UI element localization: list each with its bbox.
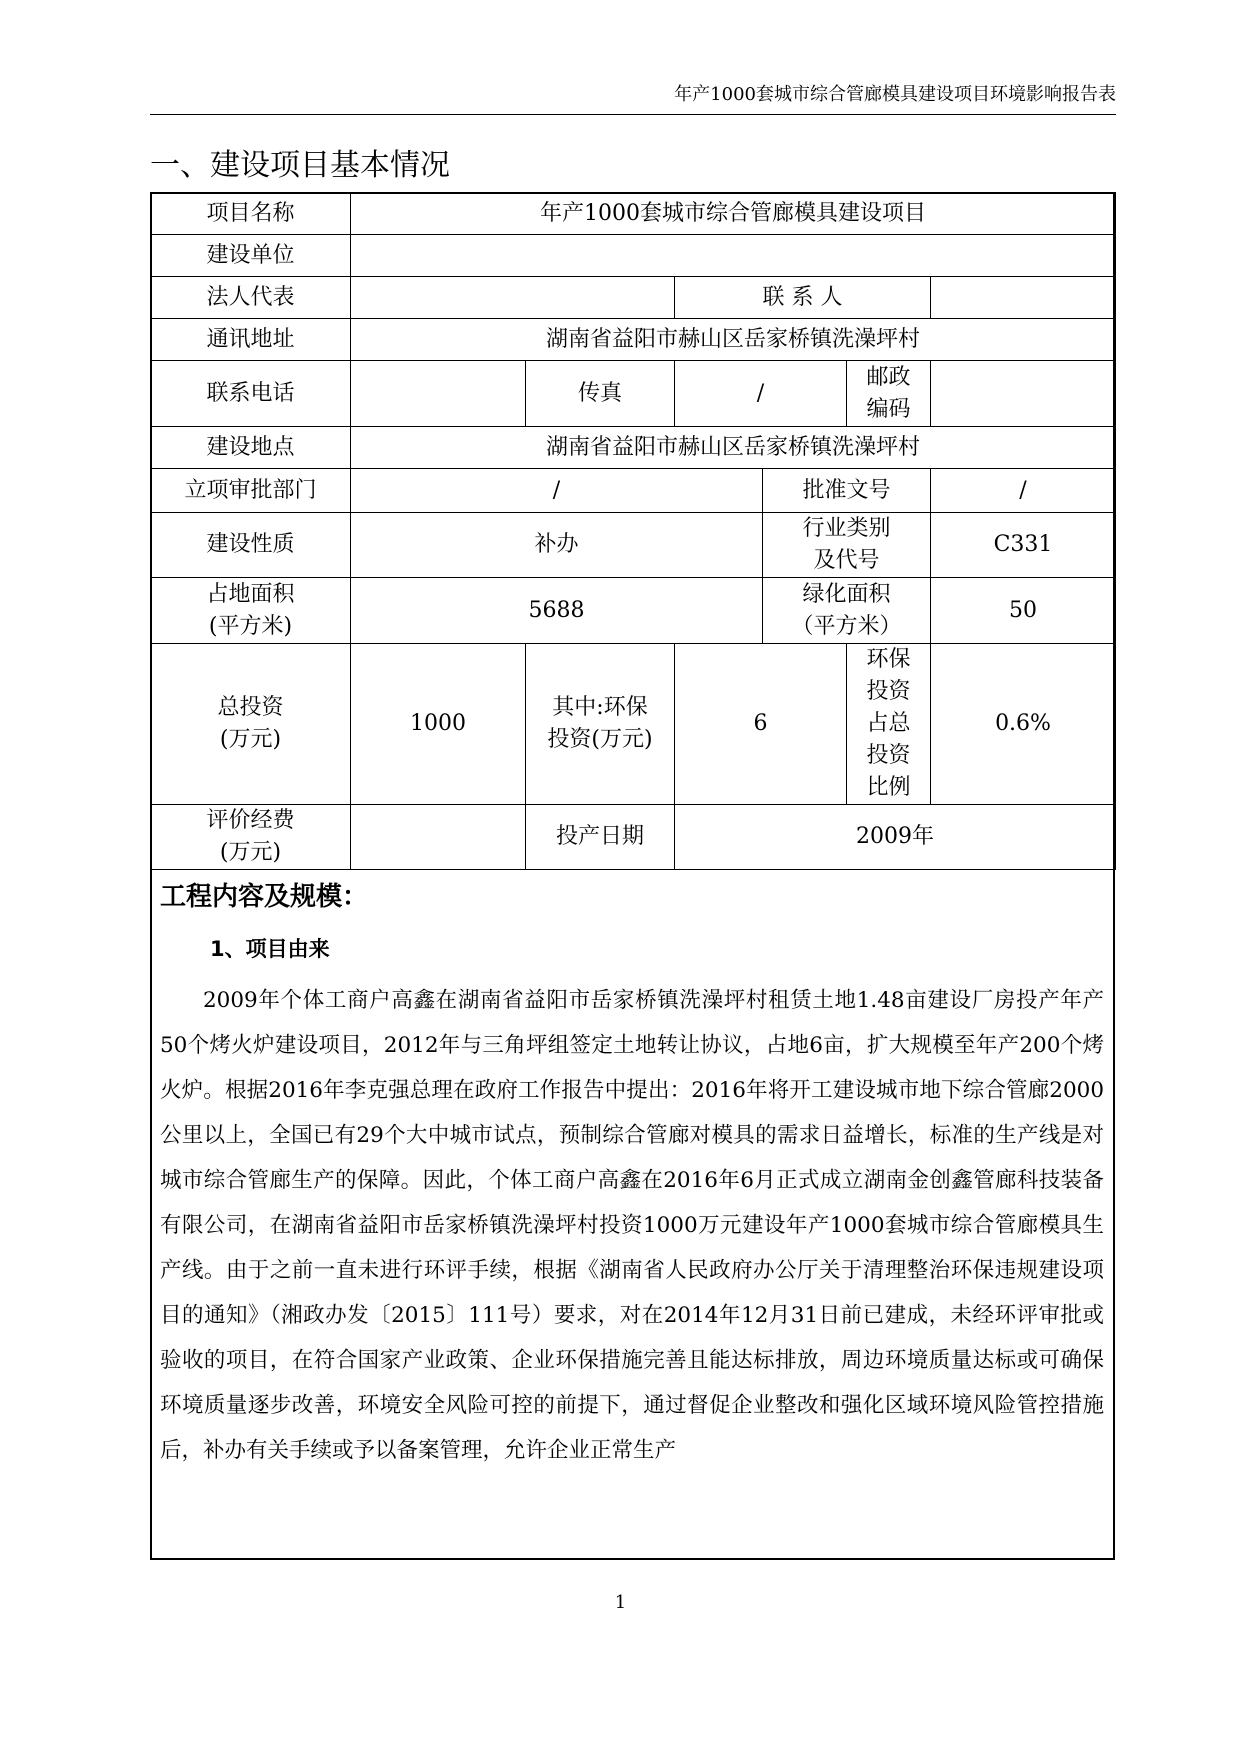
- production-date-label: 投产日期: [526, 805, 675, 870]
- area-label-line2: (平方米): [208, 613, 293, 639]
- industry-value: C331: [931, 513, 1116, 578]
- approval-dept-label: 立项审批部门: [151, 469, 351, 513]
- fee-label-line1: 评价经费: [206, 808, 295, 833]
- site-label: 建设地点: [151, 427, 351, 469]
- section-title: 一、建设项目基本情况: [150, 148, 450, 183]
- approval-dept-value: /: [351, 469, 763, 513]
- industry-label-line2: 及代号: [813, 548, 880, 573]
- project-name-label: 项目名称: [151, 193, 351, 235]
- legal-rep-label: 法人代表: [151, 277, 351, 319]
- area-label-line1: 占地面积: [206, 581, 295, 607]
- content-heading: 工程内容及规模：: [160, 882, 369, 912]
- investment-value: 1000: [351, 644, 526, 805]
- builder-label: 建设单位: [151, 235, 351, 277]
- ratio-label-line5: 比例: [866, 775, 911, 800]
- investment-label-line2: (万元): [219, 727, 282, 752]
- nature-value: 补办: [351, 513, 763, 578]
- green-label-line2: （平方米）: [791, 613, 902, 639]
- site-value: 湖南省益阳市赫山区岳家桥镇洗澡坪村: [351, 427, 1116, 469]
- nature-label: 建设性质: [151, 513, 351, 578]
- fax-value: /: [675, 361, 847, 427]
- ratio-label-line4: 投资: [866, 743, 911, 768]
- fee-label-line2: (万元): [219, 840, 282, 865]
- ratio-label-line1: 环保: [866, 647, 911, 672]
- ratio-label-line3: 占总: [866, 711, 911, 736]
- phone-label: 联系电话: [151, 361, 351, 427]
- page-number: 1: [614, 1592, 627, 1613]
- ratio-value: 0.6%: [931, 644, 1116, 805]
- investment-label-line1: 总投资: [217, 695, 284, 720]
- form-frame: [150, 192, 1115, 1560]
- area-value: 5688: [351, 578, 763, 644]
- address-label: 通讯地址: [151, 319, 351, 361]
- green-value: 50: [931, 578, 1116, 644]
- item-title: 1、项目由来: [210, 937, 330, 961]
- contact-label: 联 系 人: [675, 277, 931, 319]
- running-header: 年产1000套城市综合管廊模具建设项目环境影响报告表: [674, 84, 1116, 105]
- ratio-label-line2: 投资: [866, 679, 911, 704]
- postcode-label-line1: 邮政: [866, 364, 911, 390]
- postcode-label-line2: 编码: [866, 396, 911, 422]
- green-label-line1: 绿化面积: [802, 581, 891, 607]
- approval-no-value: /: [931, 469, 1116, 513]
- address-value: 湖南省益阳市赫山区岳家桥镇洗澡坪村: [351, 319, 1116, 361]
- env-invest-value: 6: [675, 644, 847, 805]
- fax-label: 传真: [526, 361, 675, 427]
- header-divider: [150, 114, 1116, 115]
- content-paragraph: 2009年个体工商户高鑫在湖南省益阳市岳家桥镇洗澡坪村租赁土地1.48亩建设厂房投产年产50个烤火炉建设项目，2012年与三角坪组签定土地转让协议，占地6亩，扩大规模至年产200个烤火炉。根据2016年李克强总理在政府工作报告中提出：2016年将开工建设城市地下综合管廊2000公里以上，全国已有29个大中城市试点，预制综合管廊对模具的需求日益增长，标准的生产线是对城市综合管廊生产的保障。因此，个体工商户高鑫在2016年6月正式成立湖南金创鑫管廊科技装备有限公司，在湖南省益阳市岳家桥镇洗澡坪村投资1000万元建设年产1000套城市综合管廊模具生产线。由于之前一直未进行环评手续，根据《湖南省人民政府办公厅关于清理整治环保违规建设项目的通知》（湘政办发〔2015〕111号）要求，对在2014年12月31日前已建成，未经环评审批或验收的项目，在符合国家产业政策、企业环保措施完善且能达标排放，周边环境质量达标或可确保环境质量逐步改善，环境安全风险可控的前提下，通过督促企业整改和强化区域环境风险管控措施后，补办有关手续或予以备案管理，允许企业正常生产: [160, 988, 1104, 1463]
- env-invest-label-line2: 投资(万元): [547, 727, 653, 752]
- industry-label-line1: 行业类别: [802, 516, 891, 541]
- approval-no-label: 批准文号: [763, 469, 931, 513]
- env-invest-label-line1: 其中:环保: [552, 695, 648, 720]
- project-name-value: 年产1000套城市综合管廊模具建设项目: [351, 193, 1116, 235]
- production-date-value: 2009年: [675, 805, 1116, 870]
